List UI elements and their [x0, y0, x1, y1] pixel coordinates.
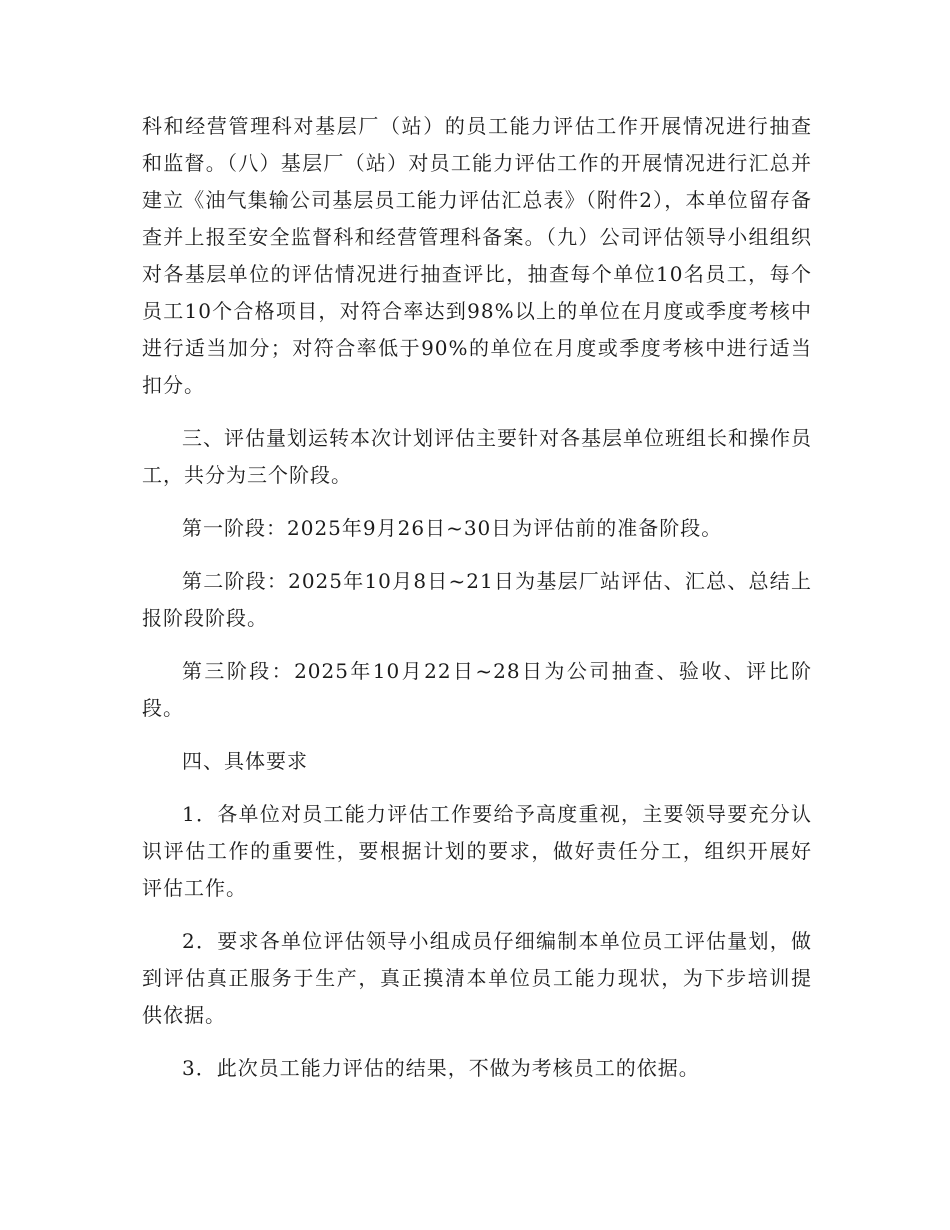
paragraph-section-four-heading: 四、具体要求: [182, 749, 308, 773]
paragraph-stage-two: 第二阶段：2025年10月8日~21日为基层厂站评估、汇总、总结上报阶段阶段。: [142, 569, 812, 630]
paragraph-requirement-2: 2．要求各单位评估领导小组成员仔细编制本单位员工评估量划，做到评估真正服务于生产，真正摸清本单位员工能力现状，为下步培训提供依据。: [142, 929, 812, 1027]
paragraph-stage-one: 第一阶段：2025年9月26日~30日为评估前的准备阶段。: [182, 516, 723, 540]
paragraph-requirement-3: 3．此次员工能力评估的结果，不做为考核员工的依据。: [182, 1056, 700, 1080]
document-body: [142, 108, 812, 1087]
paragraph-inspection-rules: 科和经营管理科对基层厂（站）的员工能力评估工作开展情况进行抽查和监督。（八）基层厂（站）对员工能力评估工作的开展情况进行汇总并建立《油气集输公司基层员工能力评估汇总表》（附件2），本单位留存备查并上报至安全监督科和经营管理科备案。（九）公司评估领导小组组织对各基层单位的评估情况进行抽查评比，抽查每个单位10名员工，每个员工10个合格项目，对符合率达到98%以上的单位在月度或季度考核中进行适当加分；对符合率低于90%的单位在月度或季度考核中进行适当扣分。: [142, 114, 812, 397]
paragraph-section-three: 三、评估量划运转本次计划评估主要针对各基层单位班组长和操作员工，共分为三个阶段。: [142, 426, 812, 487]
paragraph-stage-three: 第三阶段：2025年10月22日~28日为公司抽查、验收、评比阶段。: [142, 659, 812, 720]
paragraph-requirement-1: 1．各单位对员工能力评估工作要给予高度重视，主要领导要充分认识评估工作的重要性，要根据计划的要求，做好责任分工，组织开展好评估工作。: [142, 802, 812, 900]
